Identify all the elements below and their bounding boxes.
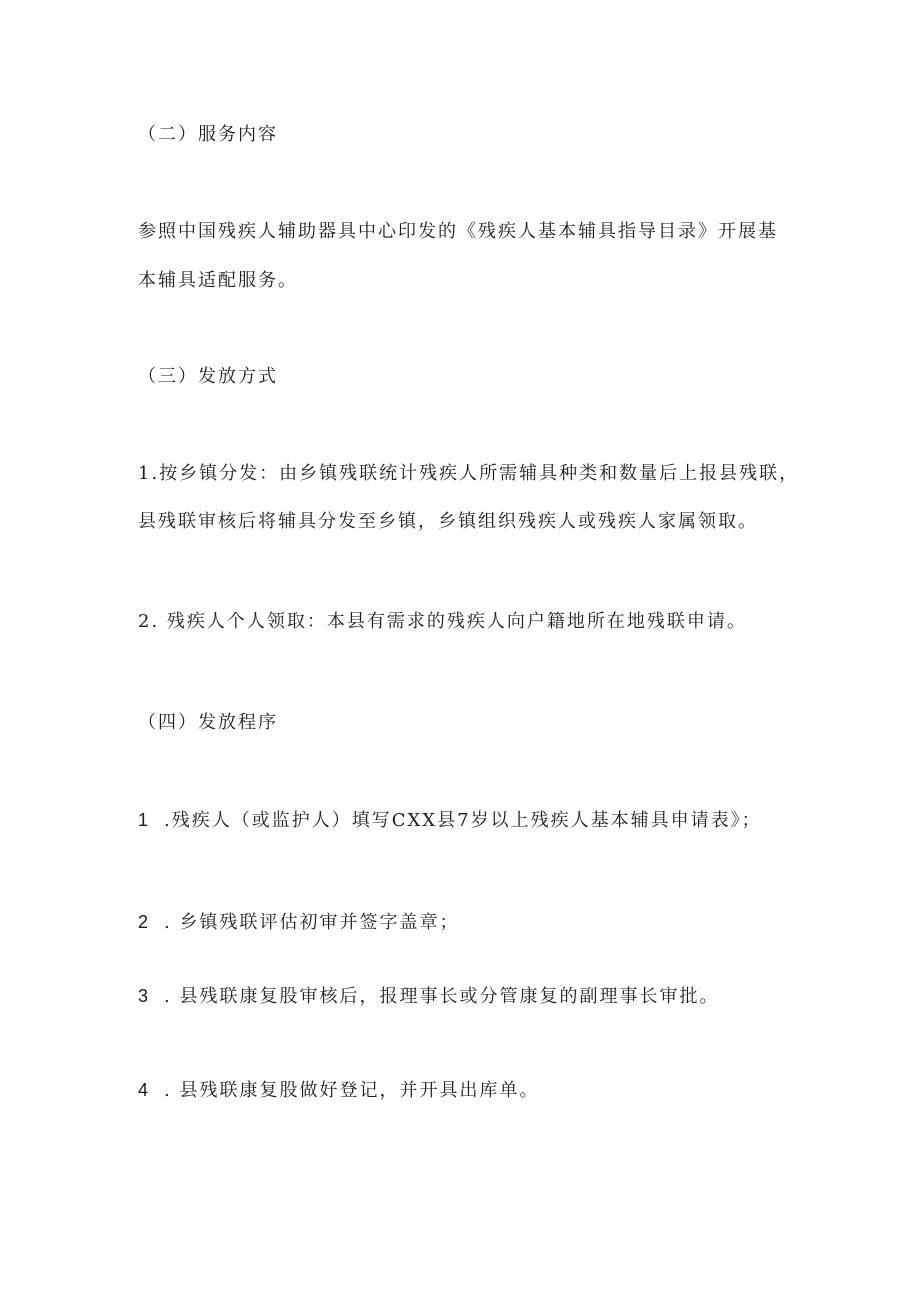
procedure-item-1 [138,809,762,832]
section-heading-distribution-method: （三）发放方式 [138,366,278,387]
procedure-item-text: . 乡镇残联评估初审并签字盖章； [164,912,460,933]
procedure-item-text: .残疾人（或监护人）填写CXX县7岁以上残疾人基本辅具申请表》； [164,810,762,831]
procedure-item-number: 4 [138,1080,151,1100]
procedure-item-number: 1 [138,810,151,830]
procedure-item-4 [138,1079,539,1102]
distribution-item-2: 2. 残疾人个人领取：本县有需求的残疾人向户籍地所在地残联申请。 [138,611,747,632]
distribution-item-1-line-1: 1.按乡镇分发：由乡镇残联统计残疾人所需辅具种类和数量后上报县残联， [138,463,800,484]
distribution-item-1-line-2: 县残联审核后将辅具分发至乡镇，乡镇组织残疾人或残疾人家属领取。 [138,511,758,532]
procedure-item-number: 2 [138,912,151,932]
procedure-item-text: . 县残联康复股做好登记，并开具出库单。 [164,1080,540,1101]
procedure-item-text: . 县残联康复股审核后，报理事长或分管康复的副理事长审批。 [164,986,720,1007]
procedure-item-2 [138,911,459,934]
section-heading-distribution-procedure: （四）发放程序 [138,712,278,733]
procedure-item-3 [138,985,719,1008]
procedure-item-number: 3 [138,986,151,1006]
section-heading-service-content: （二）服务内容 [138,124,278,145]
service-paragraph-line-2: 本辅具适配服务。 [138,270,298,291]
service-paragraph-line-1: 参照中国残疾人辅助器具中心印发的《残疾人基本辅具指导目录》开展基 [138,221,778,242]
